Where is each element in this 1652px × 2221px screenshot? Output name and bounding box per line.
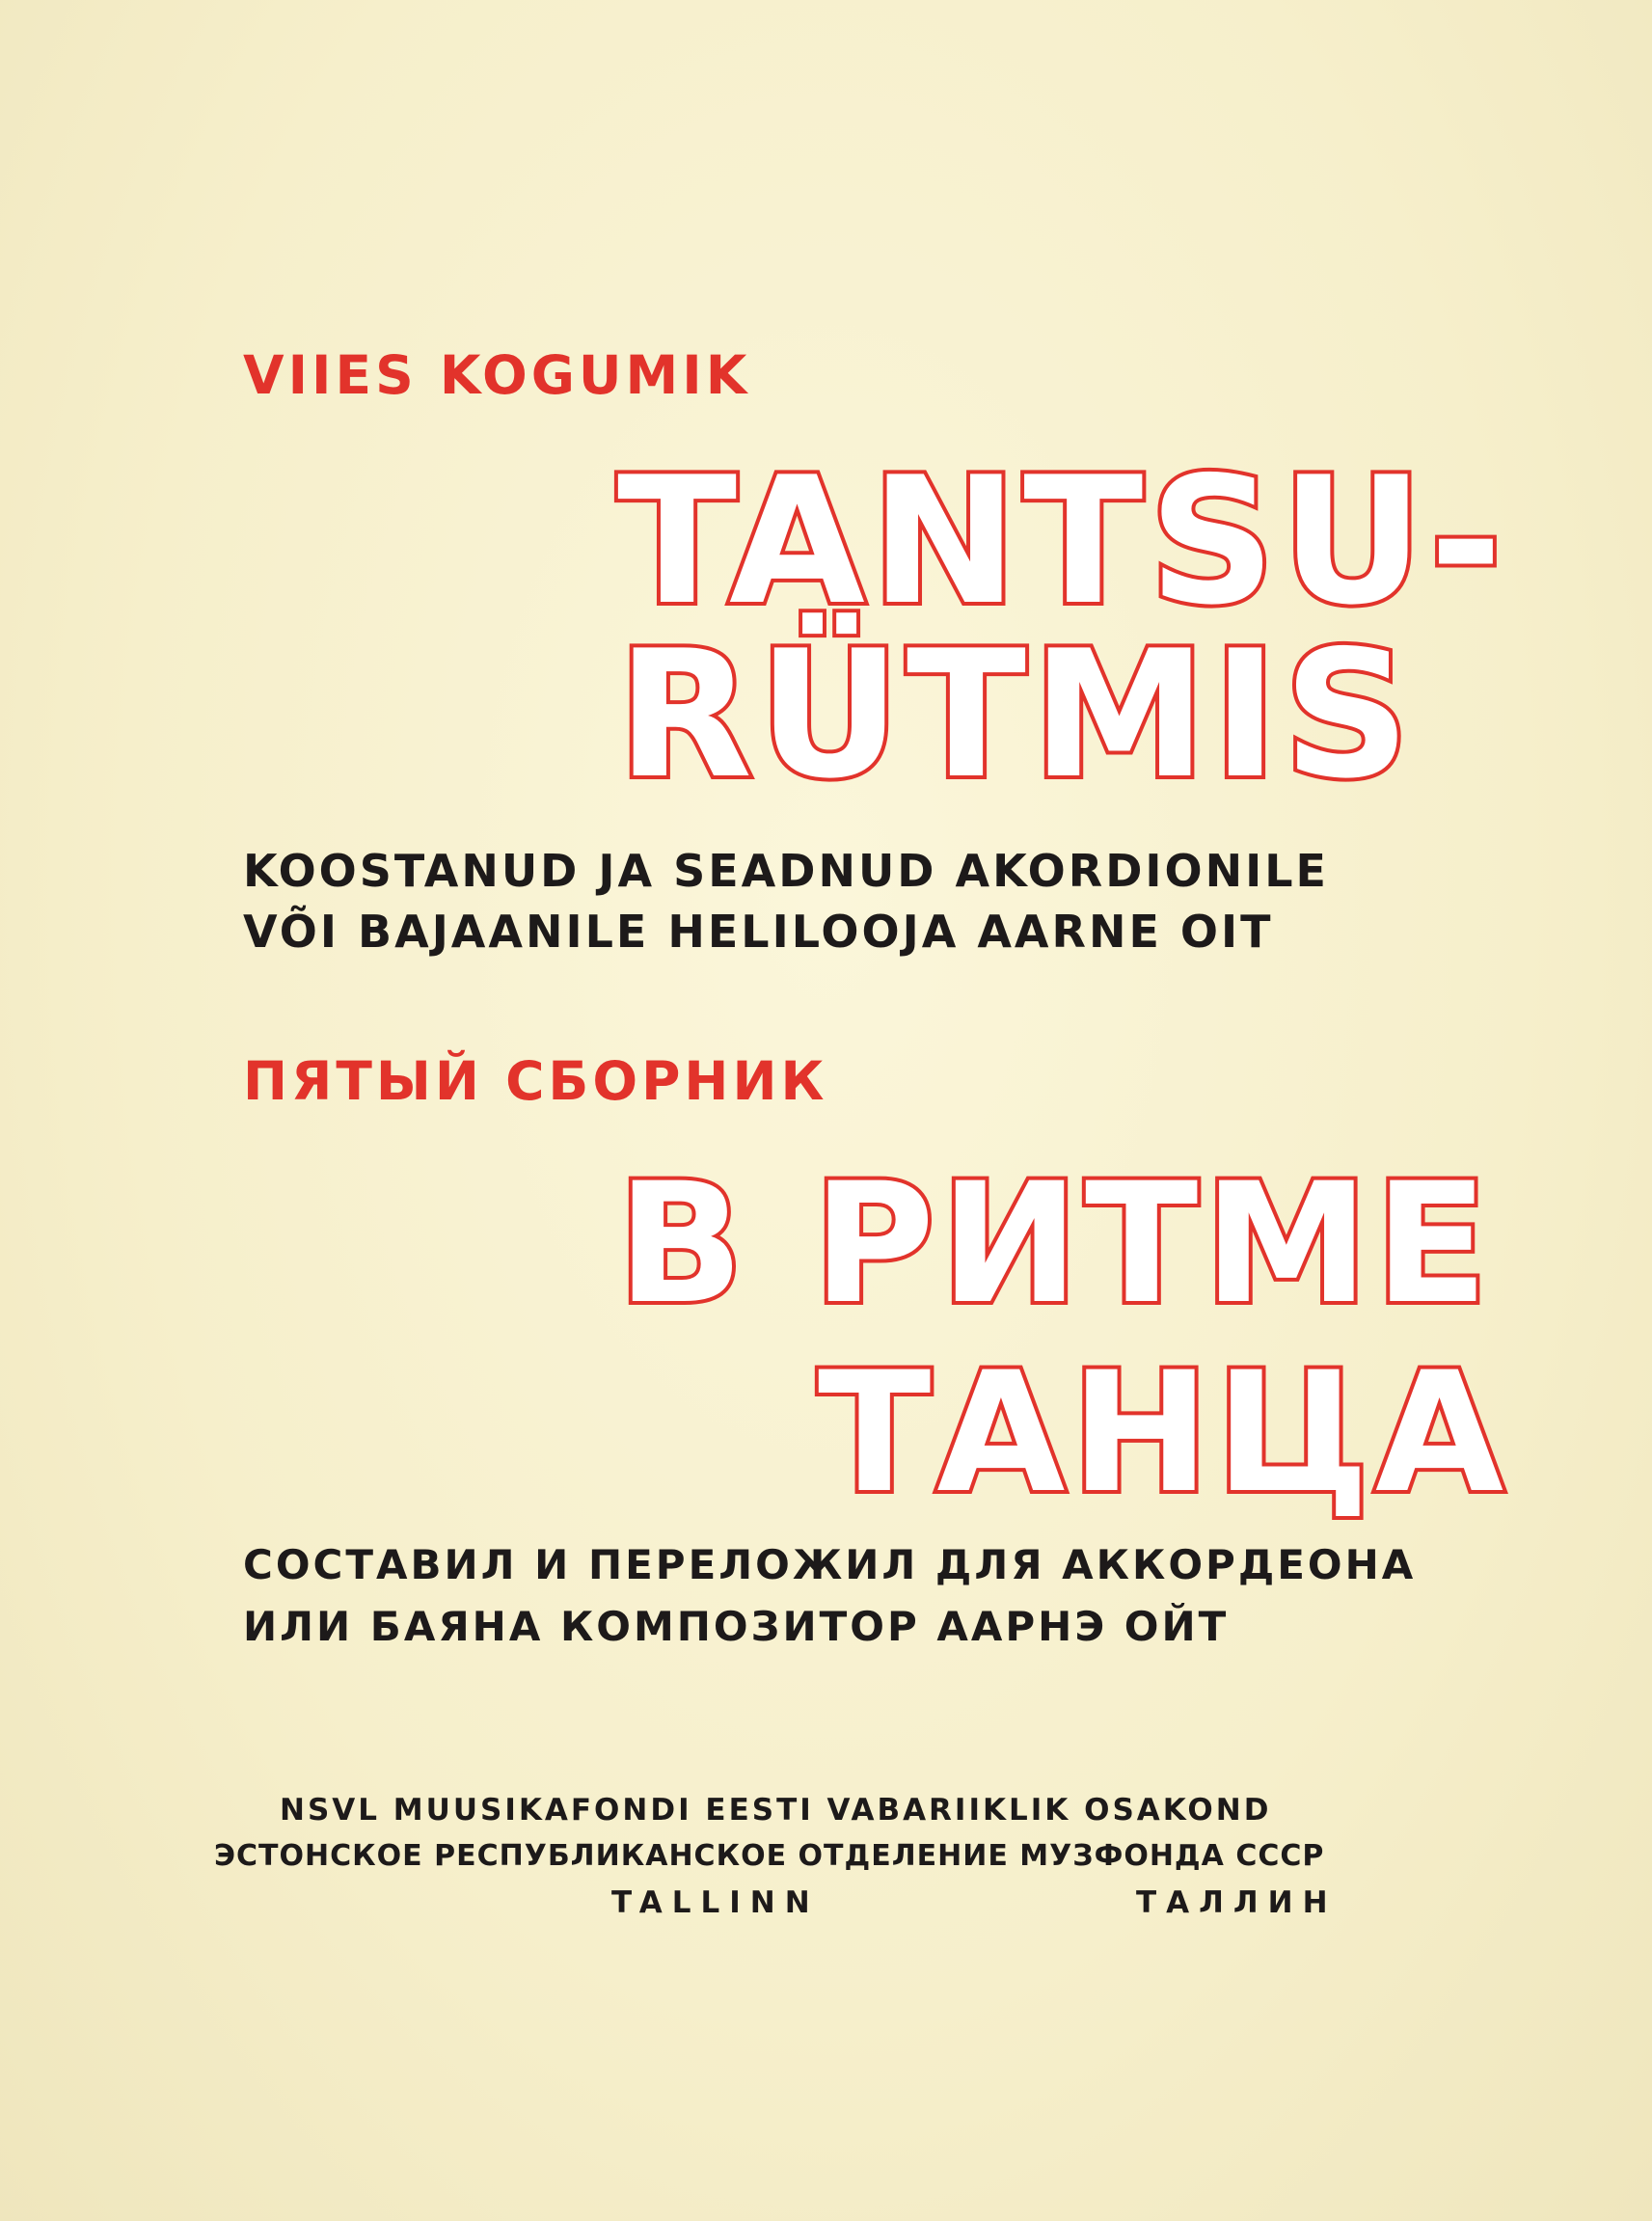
russian-title-line1: В РИТМЕ: [617, 1147, 1494, 1341]
estonian-credit-line2: VÕI BAJAANILE HELILOOJA AARNE OIT: [243, 906, 1274, 958]
estonian-title-line2: RÜTMIS: [617, 612, 1416, 817]
publisher-city-russian: ТАЛЛИН: [1136, 1885, 1338, 1920]
russian-credit-line1: СОСТАВИЛ И ПЕРЕЛОЖИЛ ДЛЯ АККОРДЕОНА: [243, 1541, 1417, 1588]
publisher-line-estonian: NSVL MUUSIKAFONDI EESTI VABARIIKLIK OSAKOND: [280, 1793, 1272, 1828]
russian-series-label: ПЯТЫЙ СБОРНИК: [243, 1050, 828, 1112]
publisher-city-estonian: TALLINN: [611, 1885, 820, 1920]
publisher-line-russian: ЭСТОНСКОЕ РЕСПУБЛИКАНСКОЕ ОТДЕЛЕНИЕ МУЗФОНДА СССР: [214, 1839, 1325, 1873]
estonian-title-line1: TANTSU-: [617, 439, 1508, 643]
russian-title-line2: ТАНЦА: [818, 1336, 1510, 1530]
estonian-series-label: VIIES KOGUMIK: [243, 344, 751, 406]
russian-credit-line2: ИЛИ БАЯНА КОМПОЗИТОР ААРНЭ ОЙТ: [243, 1603, 1230, 1650]
estonian-credit-line1: KOOSTANUD JA SEADNUD AKORDIONILE: [243, 845, 1329, 897]
